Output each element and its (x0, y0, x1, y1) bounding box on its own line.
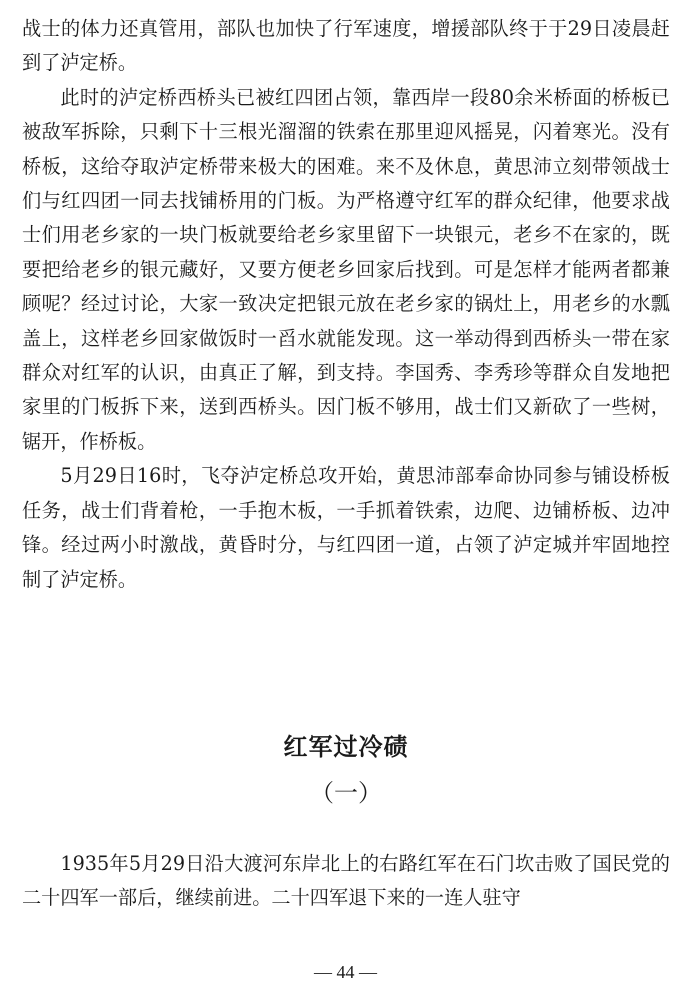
section-paragraph-1: 1935年5月29日沿大渡河东岸北上的右路红军在石门坎击败了国民党的二十四军一部后，继续前进。二十四军退下来的一连人驻守 (22, 852, 670, 910)
paragraph-2: 此时的泸定桥西桥头已被红四团占领，靠西岸一段80余米桥面的桥板已被敌军拆除，只剩下十三根光溜溜的铁索在那里迎风摇晃，闪着寒光。没有桥板，这给夺取泸定桥带来极大的困难。来不及休息，黄思沛立刻带领战士们与红四团一同去找铺桥用的门板。为严格遵守红军的群众纪律，他要求战士们用老乡家的一块门板就要给老乡家里留下一块银元，老乡不在家的，既要把给老乡的银元藏好，又要方便老乡回家后找到。可是怎样才能两者都兼顾呢？经过讨论，大家一致决定把银元放在老乡家的锅灶上，用老乡的水瓢盖上，这样老乡回家做饭时一舀水就能发现。这一举动得到西桥头一带在家群众对红军的认识，由真正了解，到支持。李国秀、李秀珍等群众自发地把家里的门板拆下来，送到西桥头。因门板不够用，战士们又新砍了一些树，锯开，作桥板。 (22, 85, 670, 453)
body-text-bottom (22, 847, 670, 916)
paragraph-1: 战士的体力还真管用，部队也加快了行军速度，增援部队终于于29日凌晨赶到了泸定桥。 (22, 17, 670, 75)
page-number: — 44 — (314, 962, 377, 982)
body-text-top (22, 12, 670, 597)
section-title: 红军过冷碛 (283, 733, 409, 761)
section-subtitle: （一） (310, 779, 382, 807)
paragraph-3: 5月29日16时，飞夺泸定桥总攻开始，黄思沛部奉命协同参与铺设桥板任务，战士们背着枪，一手抱木板，一手抓着铁索，边爬、边铺桥板、边冲锋。经过两小时激战，黄昏时分，与红四团一道，占领了泸定城并牢固地控制了泸定桥。 (22, 464, 670, 591)
